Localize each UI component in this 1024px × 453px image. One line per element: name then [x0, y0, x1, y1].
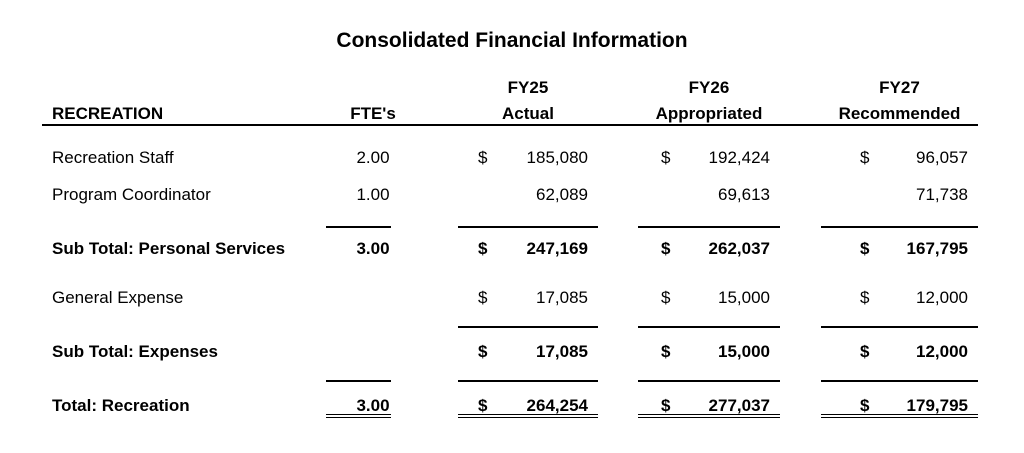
currency-symbol: $ — [860, 288, 870, 307]
row-label: Sub Total: Expenses — [52, 342, 218, 361]
row-fy27-value: 167,795 — [906, 239, 968, 258]
row-fy26-value: 277,037 — [708, 396, 770, 415]
currency-symbol: $ — [661, 239, 671, 258]
row-fy25-value: 17,085 — [536, 288, 588, 307]
row-fy25-value: 264,254 — [526, 396, 588, 415]
row-fte: 1.00 — [356, 185, 390, 204]
row-fy27-value: 96,057 — [916, 148, 968, 167]
currency-symbol: $ — [478, 396, 488, 415]
row-fy25-value: 17,085 — [536, 342, 588, 361]
row-fy26-value: 192,424 — [708, 148, 770, 167]
currency-symbol: $ — [478, 148, 488, 167]
currency-symbol: $ — [661, 148, 671, 167]
row-fy27-value: 12,000 — [916, 342, 968, 361]
currency-symbol: $ — [860, 148, 870, 167]
row-fy25-value: 247,169 — [526, 239, 588, 258]
double-rule-fy26 — [638, 414, 780, 418]
row-fy26-value: 262,037 — [708, 239, 770, 258]
currency-symbol: $ — [860, 396, 870, 415]
rule-fy26-3 — [638, 380, 780, 382]
fte-header: FTE's — [350, 104, 396, 123]
section-header: RECREATION — [52, 104, 164, 123]
rule-fte-3 — [326, 380, 391, 382]
row-fy27-value: 71,738 — [916, 185, 968, 204]
currency-symbol: $ — [661, 396, 671, 415]
row-fy26-value: 15,000 — [718, 342, 770, 361]
row-label: General Expense — [52, 288, 184, 307]
rule-fte-1 — [326, 226, 391, 228]
row-label: Recreation Staff — [52, 148, 174, 167]
currency-symbol: $ — [860, 239, 870, 258]
double-rule-fte — [326, 414, 391, 418]
rule-fy26-2 — [638, 326, 780, 328]
currency-symbol: $ — [661, 342, 671, 361]
row-fy26-value: 15,000 — [718, 288, 770, 307]
rule-fy27-3 — [821, 380, 978, 382]
rule-fy27-2 — [821, 326, 978, 328]
rule-fy25-1 — [458, 226, 598, 228]
fy25-sub-header: Actual — [502, 104, 554, 123]
fy27-sub-header: Recommended — [838, 104, 961, 123]
currency-symbol: $ — [860, 342, 870, 361]
currency-symbol: $ — [478, 342, 488, 361]
currency-symbol: $ — [661, 288, 671, 307]
currency-symbol: $ — [478, 239, 488, 258]
row-fy26-value: 69,613 — [718, 185, 770, 204]
fy27-year-header: FY27 — [879, 78, 920, 97]
double-rule-fy27 — [821, 414, 978, 418]
currency-symbol: $ — [478, 288, 488, 307]
row-fte: 2.00 — [356, 148, 390, 167]
rule-fy25-2 — [458, 326, 598, 328]
row-fy27-value: 12,000 — [916, 288, 968, 307]
fy26-sub-header: Appropriated — [655, 104, 763, 123]
row-fte: 3.00 — [356, 239, 390, 258]
header-rule — [42, 124, 978, 126]
row-label: Program Coordinator — [52, 185, 211, 204]
rule-fy27-1 — [821, 226, 978, 228]
row-fy27-value: 179,795 — [906, 396, 968, 415]
rule-fy25-3 — [458, 380, 598, 382]
row-fy25-value: 185,080 — [526, 148, 588, 167]
rule-fy26-1 — [638, 226, 780, 228]
fy26-year-header: FY26 — [688, 78, 730, 97]
double-rule-fy25 — [458, 414, 598, 418]
page-title: Consolidated Financial Information — [336, 29, 688, 52]
row-fte: 3.00 — [356, 396, 390, 415]
row-fy25-value: 62,089 — [536, 185, 588, 204]
row-label: Sub Total: Personal Services — [52, 239, 286, 258]
fy25-year-header: FY25 — [507, 78, 549, 97]
row-label: Total: Recreation — [52, 396, 190, 415]
